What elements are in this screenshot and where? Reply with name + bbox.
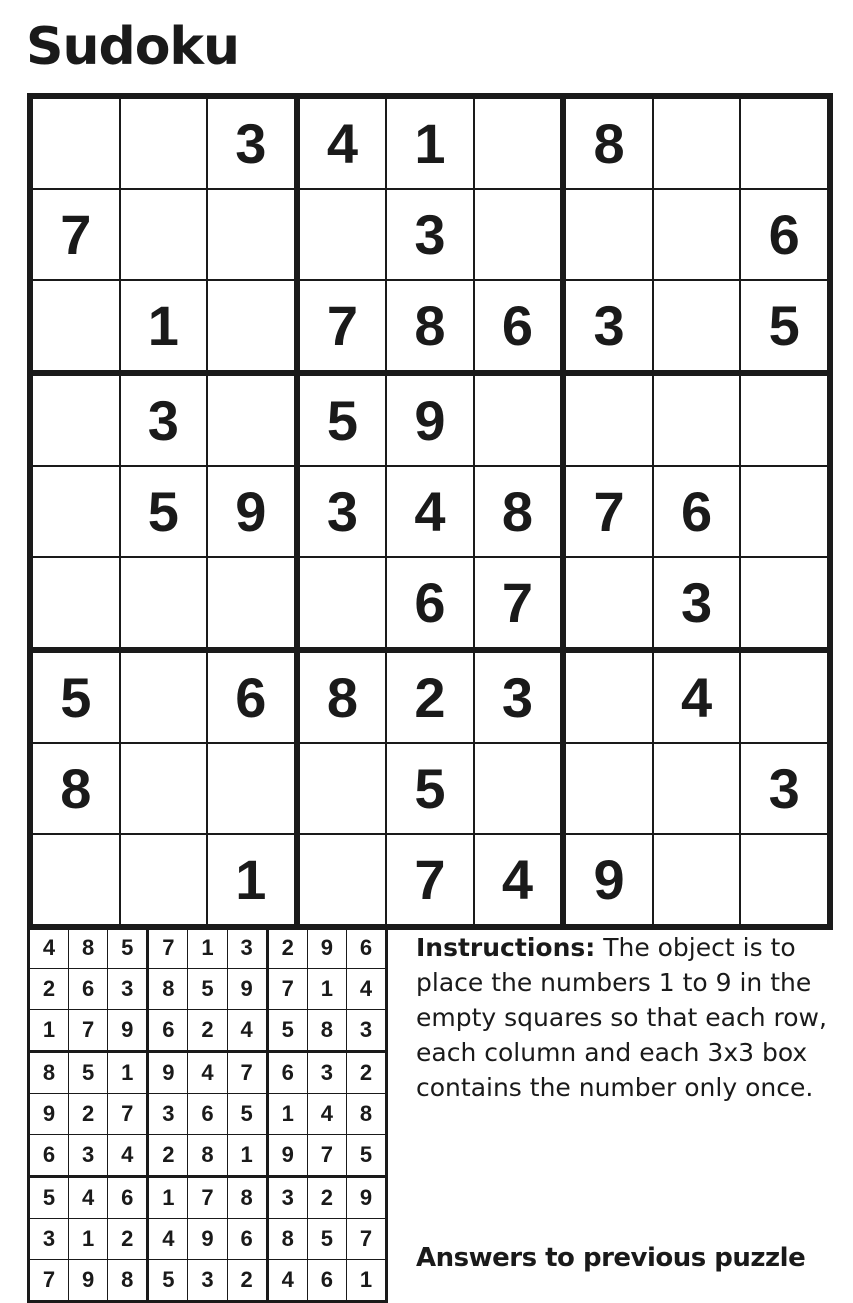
answer-cell: 1 [307,969,346,1010]
sudoku-cell: 7 [474,557,564,650]
sudoku-cell[interactable] [563,743,653,834]
answer-cell: 3 [148,1094,188,1135]
sudoku-cell[interactable] [740,650,830,743]
sudoku-cell: 1 [120,280,208,373]
sudoku-cell[interactable] [474,743,564,834]
answer-cell: 9 [307,927,346,969]
instructions [416,930,836,1105]
answer-cell: 9 [29,1094,69,1135]
answer-cell: 4 [69,1177,108,1219]
answer-cell: 1 [108,1052,148,1094]
answers-label: Answers to previous puzzle [416,1243,806,1273]
page-title: Sudoku [26,17,240,77]
answer-cell-row [29,1052,387,1094]
answer-cell: 9 [188,1219,227,1260]
sudoku-cell[interactable] [653,834,741,927]
answer-cell: 6 [29,1135,69,1177]
sudoku-cell[interactable] [653,96,741,189]
sudoku-cell: 4 [297,96,387,189]
sudoku-cell[interactable] [297,743,387,834]
answer-cell: 8 [69,927,108,969]
sudoku-cell: 3 [297,466,387,557]
answer-cell: 8 [188,1135,227,1177]
answer-cell: 3 [346,1010,386,1052]
sudoku-cell[interactable] [740,373,830,466]
sudoku-cell[interactable] [30,280,120,373]
answer-cell: 2 [69,1094,108,1135]
answer-cell-row [29,1260,387,1302]
answer-cell: 7 [108,1094,148,1135]
sudoku-cell[interactable] [563,650,653,743]
sudoku-cell: 9 [563,834,653,927]
sudoku-cell[interactable] [563,557,653,650]
answer-cell: 9 [108,1010,148,1052]
answer-cell: 1 [148,1177,188,1219]
answer-cell: 8 [267,1219,307,1260]
sudoku-cell[interactable] [474,373,564,466]
sudoku-cell[interactable] [207,189,297,280]
sudoku-cell-row [30,834,830,927]
answer-cell: 2 [108,1219,148,1260]
sudoku-cell[interactable] [120,743,208,834]
answer-cell-row [29,1135,387,1177]
answer-cell: 5 [227,1094,267,1135]
answer-cell: 3 [69,1135,108,1177]
sudoku-cell[interactable] [30,373,120,466]
answer-cell-row [29,1094,387,1135]
answer-cell: 2 [188,1010,227,1052]
answer-cell: 4 [227,1010,267,1052]
answer-cell: 9 [267,1135,307,1177]
answer-cell: 8 [227,1177,267,1219]
sudoku-cell[interactable] [120,96,208,189]
sudoku-cell: 6 [474,280,564,373]
sudoku-cell: 3 [120,373,208,466]
sudoku-cell: 5 [297,373,387,466]
sudoku-cell[interactable] [297,834,387,927]
sudoku-cell[interactable] [120,834,208,927]
sudoku-cell: 6 [207,650,297,743]
sudoku-cell: 3 [653,557,741,650]
sudoku-cell-row [30,650,830,743]
answer-cell: 6 [188,1094,227,1135]
sudoku-cell-row [30,557,830,650]
sudoku-grid [27,93,833,930]
answer-cell: 7 [267,969,307,1010]
sudoku-cell: 3 [386,189,474,280]
sudoku-cell: 8 [30,743,120,834]
sudoku-cell[interactable] [30,557,120,650]
answer-cell-row [29,927,387,969]
answer-cell: 7 [148,927,188,969]
answer-cell: 3 [108,969,148,1010]
answer-cell: 5 [307,1219,346,1260]
answer-cell: 3 [29,1219,69,1260]
answer-cell: 7 [29,1260,69,1302]
answer-cell: 6 [346,927,386,969]
answer-cell: 5 [108,927,148,969]
answer-cell: 2 [29,969,69,1010]
answer-cell: 4 [108,1135,148,1177]
sudoku-cell[interactable] [207,373,297,466]
sudoku-cell[interactable] [653,373,741,466]
sudoku-cell[interactable] [653,189,741,280]
answer-cell: 7 [346,1219,386,1260]
answer-cell: 1 [267,1094,307,1135]
answer-cell: 4 [148,1219,188,1260]
sudoku-cell: 6 [653,466,741,557]
sudoku-cell: 6 [386,557,474,650]
sudoku-cell: 5 [740,280,830,373]
answer-cell: 4 [267,1260,307,1302]
sudoku-cell: 5 [30,650,120,743]
answer-cell-row [29,1219,387,1260]
answer-cell: 8 [108,1260,148,1302]
answer-cell-row [29,969,387,1010]
answer-cell: 1 [346,1260,386,1302]
sudoku-cell: 1 [207,834,297,927]
answer-cell: 5 [148,1260,188,1302]
answer-cell: 2 [267,927,307,969]
answer-cell: 6 [307,1260,346,1302]
sudoku-cell: 8 [386,280,474,373]
answer-cell: 1 [69,1219,108,1260]
answer-cell: 8 [307,1010,346,1052]
sudoku-cell: 3 [474,650,564,743]
answer-cell: 1 [29,1010,69,1052]
sudoku-cell[interactable] [740,834,830,927]
answer-cell: 9 [69,1260,108,1302]
sudoku-cell-row [30,189,830,280]
answer-cell: 9 [227,969,267,1010]
answer-cell: 6 [69,969,108,1010]
sudoku-cell: 8 [297,650,387,743]
sudoku-cell[interactable] [120,557,208,650]
answer-cell: 7 [188,1177,227,1219]
answer-cell: 3 [307,1052,346,1094]
sudoku-cell: 1 [386,96,474,189]
sudoku-cell: 4 [386,466,474,557]
sudoku-cell: 9 [386,373,474,466]
answer-cell: 1 [227,1135,267,1177]
answer-cell: 4 [29,927,69,969]
sudoku-cell: 2 [386,650,474,743]
answer-cell: 7 [227,1052,267,1094]
sudoku-cell-row [30,743,830,834]
sudoku-cell[interactable] [30,834,120,927]
sudoku-cell: 4 [653,650,741,743]
sudoku-cell[interactable] [653,280,741,373]
answer-cell: 6 [148,1010,188,1052]
sudoku-cell[interactable] [30,96,120,189]
sudoku-cell: 4 [474,834,564,927]
answer-cell: 5 [267,1010,307,1052]
answer-cell: 5 [69,1052,108,1094]
sudoku-cell[interactable] [740,557,830,650]
sudoku-cell[interactable] [563,373,653,466]
sudoku-cell-row [30,280,830,373]
answer-cell: 6 [227,1219,267,1260]
answer-cell: 8 [29,1052,69,1094]
instructions-text: The object is to place the numbers 1 to 9 in the empty squares so that each row, each column and each 3x3 box contains the number only once. [416,933,827,1102]
sudoku-cell: 3 [563,280,653,373]
answer-cell: 5 [29,1177,69,1219]
sudoku-cell[interactable] [740,96,830,189]
sudoku-cell[interactable] [207,280,297,373]
sudoku-cell[interactable] [207,743,297,834]
answer-cell: 4 [188,1052,227,1094]
instructions-label: Instructions: [416,933,596,962]
sudoku-cell[interactable] [120,650,208,743]
answer-cell: 9 [346,1177,386,1219]
answer-cell: 9 [148,1052,188,1094]
sudoku-cell[interactable] [653,743,741,834]
answer-cell: 1 [188,927,227,969]
answer-cell: 6 [108,1177,148,1219]
answer-cell: 5 [346,1135,386,1177]
sudoku-cell: 7 [563,466,653,557]
sudoku-cell: 5 [120,466,208,557]
sudoku-cell: 6 [740,189,830,280]
sudoku-cell-row [30,96,830,189]
sudoku-cell: 3 [207,96,297,189]
answer-cell: 6 [267,1052,307,1094]
sudoku-cell-row [30,373,830,466]
sudoku-cell: 7 [30,189,120,280]
sudoku-cell: 5 [386,743,474,834]
sudoku-cell[interactable] [474,189,564,280]
sudoku-cell[interactable] [740,466,830,557]
answer-cell: 4 [307,1094,346,1135]
sudoku-cell[interactable] [120,189,208,280]
sudoku-cell: 7 [386,834,474,927]
sudoku-cell[interactable] [297,189,387,280]
answer-cell: 3 [267,1177,307,1219]
answer-cell: 7 [69,1010,108,1052]
answer-cell: 8 [346,1094,386,1135]
sudoku-cell-row [30,466,830,557]
sudoku-cell[interactable] [563,189,653,280]
sudoku-cell: 8 [563,96,653,189]
answer-cell: 8 [148,969,188,1010]
answer-cell: 2 [148,1135,188,1177]
answer-cell: 2 [346,1052,386,1094]
sudoku-cell: 3 [740,743,830,834]
answer-cell-row [29,1177,387,1219]
sudoku-cell[interactable] [474,96,564,189]
sudoku-cell[interactable] [30,466,120,557]
answer-cell: 3 [188,1260,227,1302]
answer-cell: 4 [346,969,386,1010]
sudoku-cell: 8 [474,466,564,557]
answer-cell: 3 [227,927,267,969]
answer-cell: 7 [307,1135,346,1177]
sudoku-cell: 9 [207,466,297,557]
answer-cell: 5 [188,969,227,1010]
answer-cell: 2 [227,1260,267,1302]
previous-answers-grid [27,925,388,1303]
answer-cell: 2 [307,1177,346,1219]
sudoku-cell[interactable] [207,557,297,650]
sudoku-cell: 7 [297,280,387,373]
sudoku-cell[interactable] [297,557,387,650]
answer-cell-row [29,1010,387,1052]
